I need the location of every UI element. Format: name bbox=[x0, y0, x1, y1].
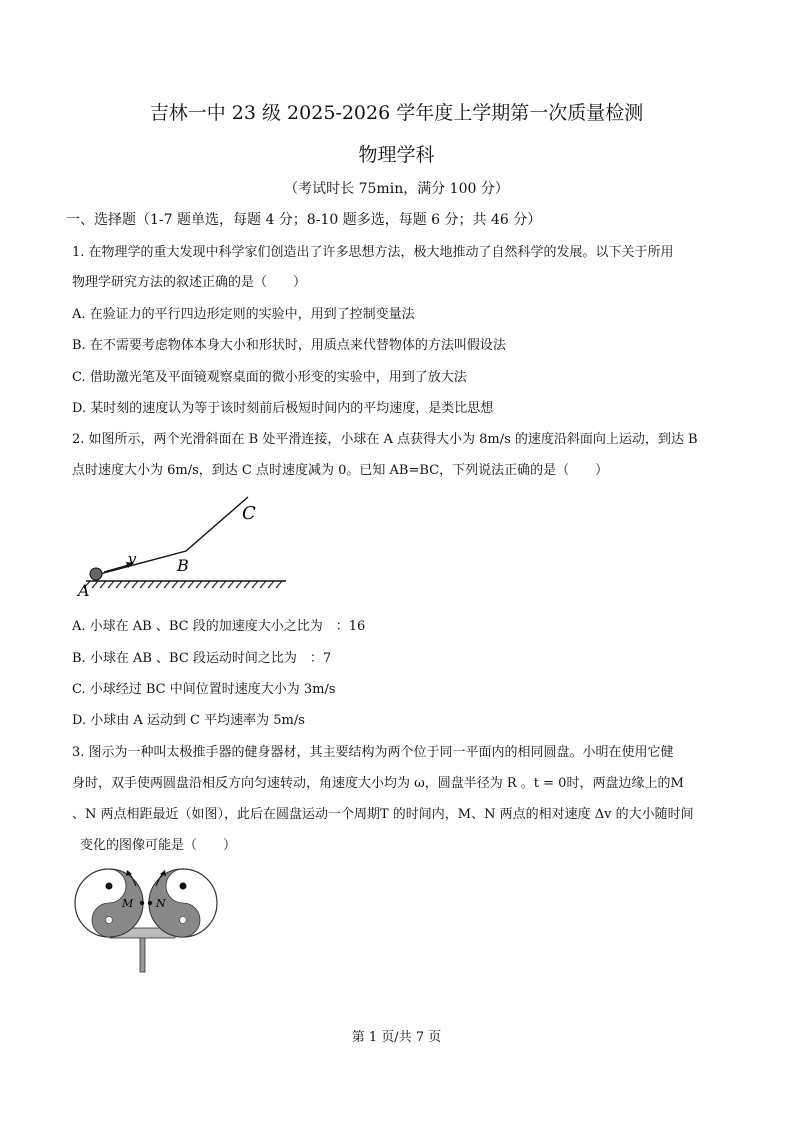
label-b: B bbox=[177, 556, 189, 575]
section-heading: 一、选择题（1-7 题单选，每题 4 分；8-10 题多选，每题 6 分；共 46 分） bbox=[66, 212, 542, 228]
q1-option-d: D. 某时刻的速度认为等于该时刻前后极短时间内的平均速度，是类比思想 bbox=[72, 401, 494, 416]
ground-hatch bbox=[84, 581, 282, 588]
q2-stem-line1: 2. 如图所示，两个光滑斜面在 B 处平滑连接，小球在 A 点获得大小为 8m/s 的速度沿斜面向上运动，到达 B bbox=[72, 432, 698, 447]
exam-info: （考试时长 75min，满分 100 分） bbox=[284, 181, 509, 197]
q3-stem-line4: 变化的图像可能是（ ） bbox=[80, 838, 237, 853]
q3-stem-line1: 3. 图示为一种叫太极推手器的健身器材，其主要结构为两个位于同一平面内的相同圆盘。小明在使用它健 bbox=[72, 745, 674, 760]
q1-stem-line1: 1. 在物理学的重大发现中科学家们创造出了许多思想方法，极大地推动了自然科学的发展。以下关于所用 bbox=[72, 245, 674, 260]
point-m bbox=[140, 901, 144, 905]
page-footer: 第 1 页/共 7 页 bbox=[351, 1030, 442, 1045]
label-m: M bbox=[122, 897, 134, 910]
q3-stem-line3: 、N 两点相距最近（如图），此后在圆盘运动一个周期T 的时间内，M、N 两点的相对速度 Δv 的大小随时间 bbox=[72, 807, 694, 822]
taiji-pusher-diagram bbox=[70, 864, 225, 976]
q1-option-a: A. 在验证力的平行四边形定则的实验中，用到了控制变量法 bbox=[72, 307, 415, 322]
q3-stem-line2: 身时，双手使两圆盘沿相反方向匀速转动，角速度大小均为 ω，圆盘半径为 R 。t = 0时，两盘边缘上的M bbox=[72, 776, 684, 791]
q2-option-d: D. 小球由 A 运动到 C 平均速率为 5m/s bbox=[72, 713, 305, 728]
q2-option-c: C. 小球经过 BC 中间位置时速度大小为 3m/s bbox=[72, 682, 336, 697]
incline-diagram bbox=[72, 490, 302, 600]
ball bbox=[90, 568, 102, 580]
point-n bbox=[148, 901, 152, 905]
exam-title: 吉林一中 23 级 2025-2026 学年度上学期第一次质量检测 bbox=[149, 102, 644, 124]
label-v: v bbox=[128, 550, 137, 568]
subject-title: 物理学科 bbox=[358, 144, 435, 166]
label-c: C bbox=[242, 503, 256, 524]
label-n: N bbox=[156, 897, 166, 910]
q2-stem-line2: 点时速度大小为 6m/s，到达 C 点时速度减为 0。已知 AB=BC，下列说法正确的是（ ） bbox=[72, 463, 609, 478]
stand-post bbox=[140, 937, 145, 972]
q1-stem-line2: 物理学研究方法的叙述正确的是（ ） bbox=[72, 275, 307, 290]
incline-path bbox=[96, 497, 248, 575]
q1-option-c: C. 借助激光笔及平面镜观察桌面的微小形变的实验中，用到了放大法 bbox=[72, 370, 467, 385]
q2-option-b: B. 小球在 AB 、BC 段运动时间之比为 ：7 bbox=[72, 651, 332, 666]
q2-option-a: A. 小球在 AB 、BC 段的加速度大小之比为 ：16 bbox=[72, 619, 366, 634]
q1-option-b: B. 在不需要考虑物体本身大小和形状时，用质点来代替物体的方法叫假设法 bbox=[72, 338, 506, 353]
label-a: A bbox=[78, 581, 90, 600]
